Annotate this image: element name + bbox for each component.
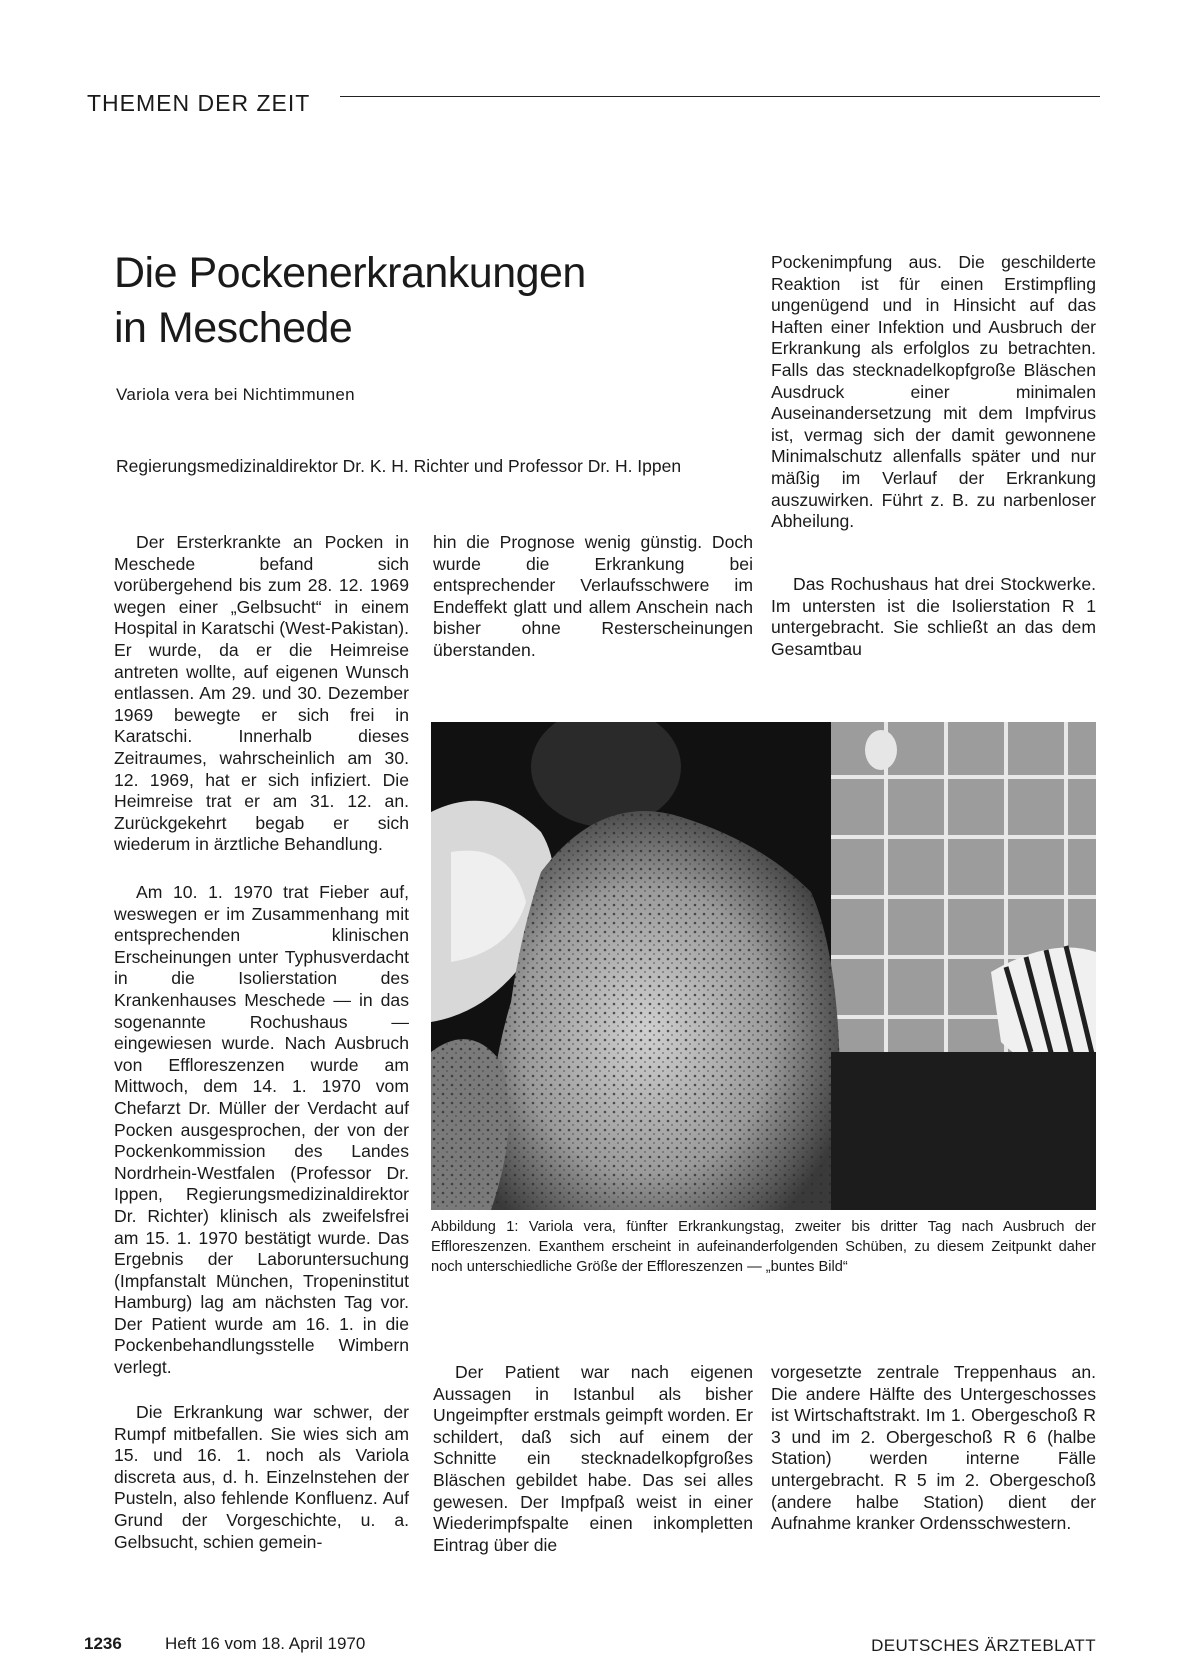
title-line-1: Die Pockenerkrankungen xyxy=(114,249,586,297)
body-paragraph xyxy=(771,252,1096,533)
figure-caption: Abbildung 1: Variola vera, fünfter Erkrankungstag, zweiter bis dritter Tag nach Ausbruch der Effloreszenzen. Exanthem erscheint in aufeinanderfolgenden Schüben, zu diesem Zeitpunkt daher noch unterschiedliche Größe der Effloreszenzen — „buntes Bild“ xyxy=(431,1219,1096,1275)
paragraph-text: Die Erkrankung war schwer, der Rumpf mitbefallen. Sie wies sich am 15. und 16. 1. noch als Variola discreta aus, d. h. Einzelnstehen der Pusteln, also fehlende Konfluenz. Auf Grund der Vorgeschichte, u. a. Gelbsucht, schien gemein- xyxy=(114,1402,409,1552)
title-line-2: in Meschede xyxy=(114,304,353,352)
paragraph-text: Pockenimpfung aus. Die geschilderte Reaktion ist für einen Erstimpfling ungenügend und in Hinsicht auf das Haften einer Infektion und Ausbruch der Erkrankung als erfolglos zu betrachten. Falls das stecknadelkopfgroße Bläschen Ausdruck einer minimalen Auseinandersetzung mit dem Impfvirus ist, vermag sich der damit gewonnene Minimalschutz allenfalls später und nur mäßig im Verlauf der Erkrankung auszuwirken. Führt z. B. zu narbenloser Abheilung. xyxy=(771,252,1096,532)
body-paragraph xyxy=(433,1362,753,1556)
issue-info: Heft 16 vom 18. April 1970 xyxy=(165,1634,366,1653)
body-paragraph xyxy=(114,532,409,856)
paragraph-text: hin die Prognose wenig günstig. Doch wurde die Erkrankung bei entsprechender Verlaufsschwere im Endeffekt glatt und allem Anschein nach bisher ohne Resterscheinungen überstanden. xyxy=(433,532,753,660)
publication-name: DEUTSCHES ÄRZTEBLATT xyxy=(871,1636,1096,1655)
page-number: 1236 xyxy=(84,1634,122,1653)
patient-photo xyxy=(431,722,1096,1210)
paragraph-text: Der Patient war nach eigenen Aussagen in Istanbul als bisher Ungeimpfter erstmals geimpft worden. Er schildert, daß sich auf einem der Schnitte ein stecknadelkopfgroßes Bläschen gebildet habe. Das sei alles gewesen. Der Impfpaß weist in einer Wiederimpfspalte einen inkompletten Eintrag über die xyxy=(433,1362,753,1555)
section-label: THEMEN DER ZEIT xyxy=(87,90,311,116)
article-subtitle: Variola vera bei Nichtimmunen xyxy=(116,385,355,404)
paragraph-text: vorgesetzte zentrale Treppenhaus an. Die andere Hälfte des Untergeschosses ist Wirtschaftstrakt. Im 1. Obergeschoß R 3 und im 2. Obergeschoß R 6 (halbe Station) werden interne Fälle untergebracht. R 5 im 2. Obergeschoß (andere halbe Station) dient der Aufnahme kranker Ordensschwestern. xyxy=(771,1362,1096,1534)
body-paragraph xyxy=(771,1362,1096,1535)
body-paragraph xyxy=(433,532,753,662)
body-paragraph xyxy=(771,574,1096,660)
article-authors: Regierungsmedizinaldirektor Dr. K. H. Richter und Professor Dr. H. Ippen xyxy=(116,456,682,476)
header-rule xyxy=(340,96,1100,97)
body-paragraph xyxy=(114,1402,409,1553)
paragraph-text: Am 10. 1. 1970 trat Fieber auf, weswegen er im Zusammenhang mit entsprechenden klinischen Erscheinungen unter Typhusverdacht in die Isolierstation des Krankenhauses Meschede — in das sogenannte Rochushaus — eingewiesen wurde. Nach Ausbruch von Effloreszenzen wurde am Mittwoch, dem 14. 1. 1970 vom Chefarzt Dr. Müller der Verdacht auf Pocken ausgesprochen, der von der Pockenkommission des Landes Nordrhein-Westfalen (Professor Dr. Ippen, Regierungsmedizinaldirektor Dr. Richter) klinisch als zweifelsfrei am 15. 1. 1970 bestätigt wurde. Das Ergebnis der Laboruntersuchung (Impfanstalt München, Tropeninstitut Hamburg) lag am nächsten Tag vor. Der Patient wurde am 16. 1. in die Pockenbehandlungsstelle Wimbern verlegt. xyxy=(114,882,409,1378)
paragraph-text: Das Rochushaus hat drei Stockwerke. Im untersten ist die Isolierstation R 1 untergebracht. Sie schließt an das dem Gesamtbau xyxy=(771,574,1096,659)
paragraph-text: Der Ersterkrankte an Pocken in Meschede befand sich vorübergehend bis zum 28. 12. 1969 wegen einer „Gelbsucht“ in einem Hospital in Karatschi (West-Pakistan). Er wurde, da er die Heimreise antreten wollte, auf eigenen Wunsch entlassen. Am 29. und 30. Dezember 1969 bewegte er sich frei in Karatschi. Innerhalb dieses Zeitraumes, wahrscheinlich am 30. 12. 1969, hat er sich infiziert. Die Heimreise trat er am 31. 12. an. Zurückgekehrt begab er sich wiederum in ärztliche Behandlung. xyxy=(114,532,409,855)
body-paragraph xyxy=(114,882,409,1379)
article-title xyxy=(114,246,586,356)
